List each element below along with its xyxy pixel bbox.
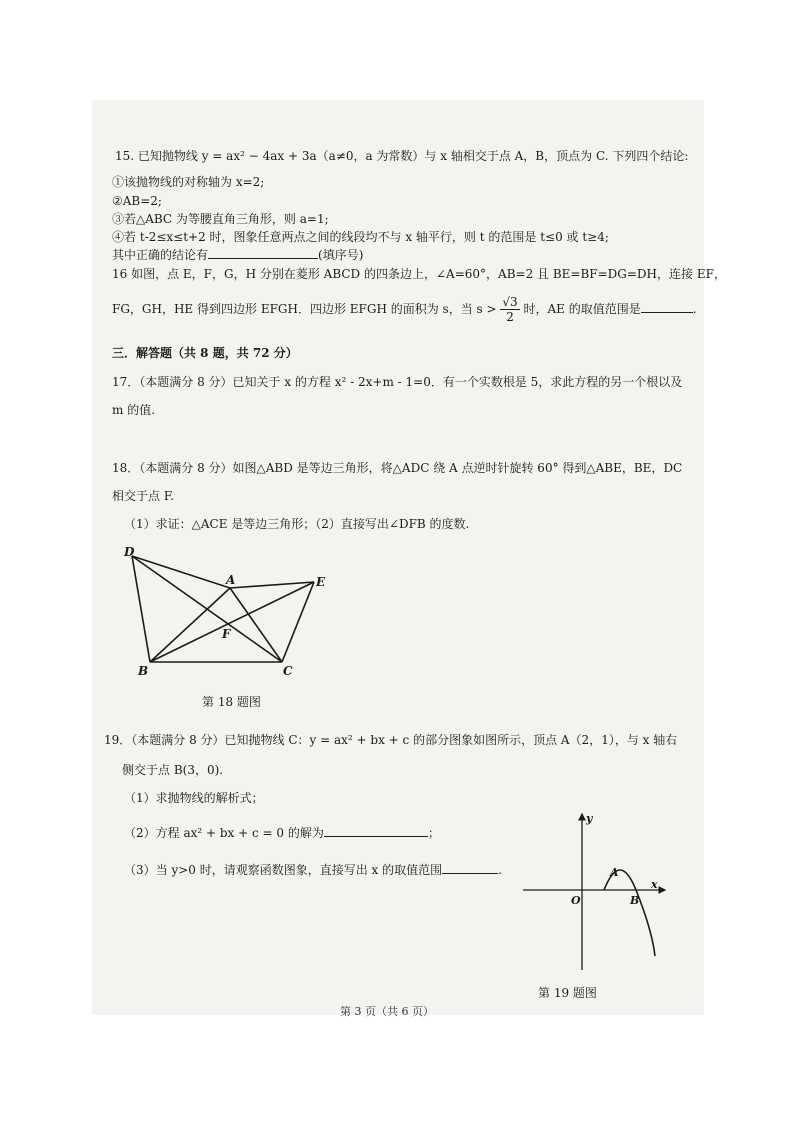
section-3-heading: 三．解答题（共 8 题，共 72 分） bbox=[112, 346, 298, 360]
q18-segment-BA bbox=[150, 588, 230, 662]
q15-item-1: ①该抛物线的对称轴为 x=2; bbox=[112, 175, 265, 189]
q16-line2-b: 时，AE 的取值范围是 bbox=[523, 302, 641, 316]
q18-caption: 第 18 题图 bbox=[202, 695, 261, 709]
q18-label-E: E bbox=[316, 575, 326, 589]
q18-line2: 相交于点 F. bbox=[112, 489, 175, 503]
q19-line2: 侧交于点 B(3，0). bbox=[122, 763, 224, 777]
q18-label-D: D bbox=[124, 545, 135, 559]
q16-fraction-den: 2 bbox=[506, 310, 514, 324]
q19-line1: 19．（本题满分 8 分）已知抛物线 C：y = ax² + bx + c 的部分图象如图所示，顶点 A（2，1），与 x 轴右 bbox=[104, 733, 678, 747]
q15-stem: 15. 已知抛物线 y = ax² − 4ax + 3a（a≠0，a 为常数）与 x 轴相交于点 A，B，顶点为 C. 下列四个结论: bbox=[115, 149, 689, 163]
q19-label-x: x bbox=[651, 878, 658, 891]
q16-line1: 16 如图，点 E，F，G，H 分别在菱形 ABCD 的四条边上，∠A=60°，AB=2 且 BE=BF=DG=DH，连接 EF， bbox=[112, 267, 726, 281]
q19-part2 bbox=[124, 825, 440, 841]
q19-part2-prefix: （2）方程 ax² + bx + c = 0 的解为 bbox=[124, 826, 324, 840]
q15-item-3: ③若△ABC 为等腰直角三角形，则 a=1; bbox=[112, 212, 329, 226]
q18-label-F: F bbox=[222, 627, 231, 641]
q16-fraction-num: √3 bbox=[502, 295, 518, 309]
q15-answer-prefix: 其中正确的结论有 bbox=[112, 248, 209, 262]
q16-fraction bbox=[500, 295, 519, 324]
q19-part3-blank[interactable] bbox=[442, 862, 498, 874]
q19-label-O: O bbox=[571, 894, 581, 907]
q19-part3 bbox=[124, 862, 502, 878]
q18-segment-DA bbox=[132, 556, 230, 588]
q18-label-C: C bbox=[283, 664, 293, 678]
q15-item-4: ④若 t-2≤x≤t+2 时，图象任意两点之间的线段均不与 x 轴平行，则 t 的范围是 t≤0 或 t≥4; bbox=[112, 230, 609, 244]
q19-part3-suffix: . bbox=[498, 863, 502, 877]
q19-part3-prefix: （3）当 y>0 时，请观察函数图象，直接写出 x 的取值范围 bbox=[124, 863, 443, 877]
q19-part2-suffix: ； bbox=[427, 826, 440, 840]
q18-figure bbox=[120, 540, 340, 685]
q16-line2-end: . bbox=[692, 302, 697, 316]
q18-segment-AC bbox=[230, 588, 282, 662]
q17-line1: 17．（本题满分 8 分）已知关于 x 的方程 x² - 2x+m - 1=0．有一个实数根是 5，求此方程的另一个根以及 bbox=[112, 375, 683, 389]
q16-answer-blank[interactable] bbox=[641, 301, 693, 313]
q16-line2-a: FG，GH，HE 得到四边形 EFGH．四边形 EFGH 的面积为 s，当 s > bbox=[112, 302, 497, 316]
q18-segment-BE bbox=[150, 582, 314, 662]
q19-parabola bbox=[604, 870, 655, 956]
q19-label-A: A bbox=[610, 866, 619, 879]
q19-part2-blank[interactable] bbox=[324, 825, 428, 837]
q16-line2 bbox=[112, 294, 697, 324]
q15-item-2: ②AB=2; bbox=[112, 194, 162, 208]
q15-answer-blank[interactable] bbox=[208, 247, 318, 259]
q15-answer-line bbox=[112, 247, 363, 263]
q18-label-A: A bbox=[226, 573, 236, 587]
q17-line2: m 的值. bbox=[112, 403, 156, 417]
q18-line1: 18．（本题满分 8 分）如图△ABD 是等边三角形，将△ADC 绕 A 点逆时针旋转 60° 得到△ABE，BE，DC bbox=[112, 461, 683, 475]
page-footer: 第 3 页（共 6 页） bbox=[340, 1005, 434, 1018]
q15-answer-suffix: (填序号) bbox=[318, 248, 364, 262]
q19-caption: 第 19 题图 bbox=[538, 986, 597, 1000]
q19-figure bbox=[515, 810, 675, 980]
q18-label-B: B bbox=[138, 664, 149, 678]
q18-segment-AE bbox=[230, 582, 314, 588]
q18-segment-EC bbox=[282, 582, 314, 662]
q19-part1: （1）求抛物线的解析式； bbox=[124, 791, 264, 805]
q18-line3: （1）求证：△ACE 是等边三角形；（2）直接写出∠DFB 的度数. bbox=[124, 517, 470, 531]
q19-label-B: B bbox=[630, 894, 640, 907]
q19-label-y: y bbox=[586, 812, 593, 825]
q18-segment-DB bbox=[132, 556, 150, 662]
